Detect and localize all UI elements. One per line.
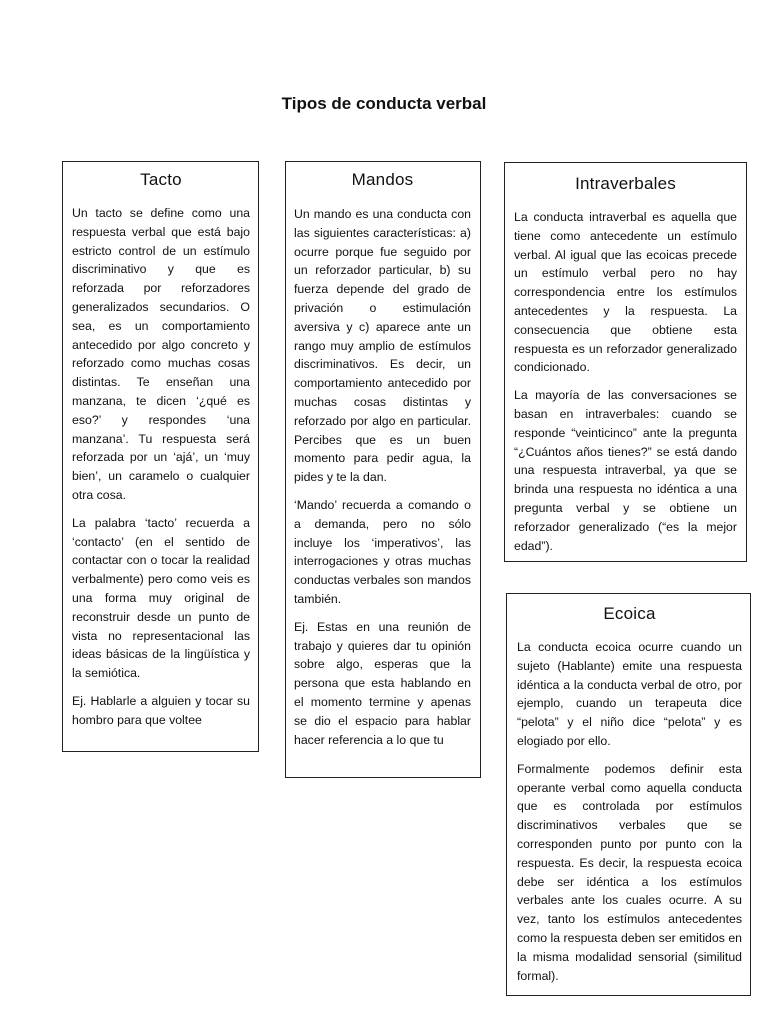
mandos-heading: Mandos xyxy=(351,170,414,189)
tacto-paragraph-2: La palabra ‘tacto’ recuerda a ‘contacto’ (en el sentido de contactar con o tocar la realidad verbalmente) pero como veis es una forma muy original de reconstruir desde un punto de vista no representacional las ideas básicas de la lingüística y la semiótica. xyxy=(72,515,250,681)
ecoica-paragraph-1: La conducta ecoica ocurre cuando un sujeto (Hablante) emite una respuesta idéntica a la conducta verbal de otro, por ejemplo, cuando un terapeuta dice “pelota” y el niño dice “pelota” y es elogiado por ello. xyxy=(517,640,742,748)
tacto-paragraph-3: Ej. Hablarle a alguien y tocar su hombro para que voltee xyxy=(72,693,250,727)
ecoica-box xyxy=(506,593,751,996)
mandos-paragraph-1: Un mando es una conducta con las siguientes características: a) ocurre porque fue seguido por un reforzador particular, b) su fuerza depende del grado de privación o estimulación aversiva y c) aparece ante un rango muy amplio de estímulos discriminativos. Es decir, un comportamiento antecedido por muchas cosas distintas y reforzado por algo en particular. Percibes que es un buen momento para pedir agua, la pides y te la dan. xyxy=(294,207,471,485)
tacto-heading: Tacto xyxy=(140,170,182,189)
mandos-paragraph-3: Ej. Estas en una reunión de trabajo y quieres dar tu opinión sobre algo, esperas que la persona que esta hablando en el momento termine y apenas se dio el espacio para hablar hacer referencia a lo que tu xyxy=(294,619,471,747)
tacto-box xyxy=(62,161,259,752)
intraverbales-paragraph-1: La conducta intraverbal es aquella que tiene como antecedente un estímulo verbal. Al igual que las ecoicas precede un estímulo verbal pero no hay correspondencia entre los estímulos antecedentes y la respuesta. La consecuencia que obtiene esta respuesta es un reforzador generalizado condicionado. xyxy=(514,210,737,375)
intraverbales-paragraph-2: La mayoría de las conversaciones se basan en intraverbales: cuando se responde “veinticinco” ante la pregunta “¿Cuántos años tienes?” se está dando una respuesta intraverbal, ya que se brinda una respuesta no idéntica a una pregunta verbal y se obtiene un reforzador generalizado (“es la mejor edad”). xyxy=(514,388,737,553)
page-title: Tipos de conducta verbal xyxy=(281,94,487,113)
intraverbales-box xyxy=(504,162,747,562)
ecoica-heading: Ecoica xyxy=(603,604,656,623)
mandos-box xyxy=(285,161,481,778)
tacto-paragraph-1: Un tacto se define como una respuesta verbal que está bajo estricto control de un estímulo discriminativo y que es reforzada por reforzadores generalizados secundarios. O sea, es un comportamiento antecedido por algo concreto y reforzado como muchas cosas distintas. Te enseñan una manzana, te dicen ‘¿qué es eso?’ y respondes ‘una manzana’. Tu respuesta será reforzada por un ‘ajá’, un ‘muy bien’, un caramelo o cualquier otra cosa. xyxy=(72,206,250,502)
intraverbales-heading: Intraverbales xyxy=(575,174,676,193)
mandos-paragraph-2: ‘Mando’ recuerda a comando o a demanda, pero no sólo incluye los ‘imperativos’, las interrogaciones y otras muchas conductas verbales son mandos también. xyxy=(294,497,471,606)
ecoica-paragraph-2: Formalmente podemos definir esta operante verbal como aquella conducta que es controlada por estímulos discriminativos verbales que se corresponden punto por punto con la respuesta. Es decir, la respuesta ecoica debe ser idéntica a los estímulos verbales ante los cuales ocurre. A su vez, tanto los estímulos antecedentes como la respuesta deben ser emitidos en la misma modalidad sensorial (similitud formal). xyxy=(517,761,742,983)
